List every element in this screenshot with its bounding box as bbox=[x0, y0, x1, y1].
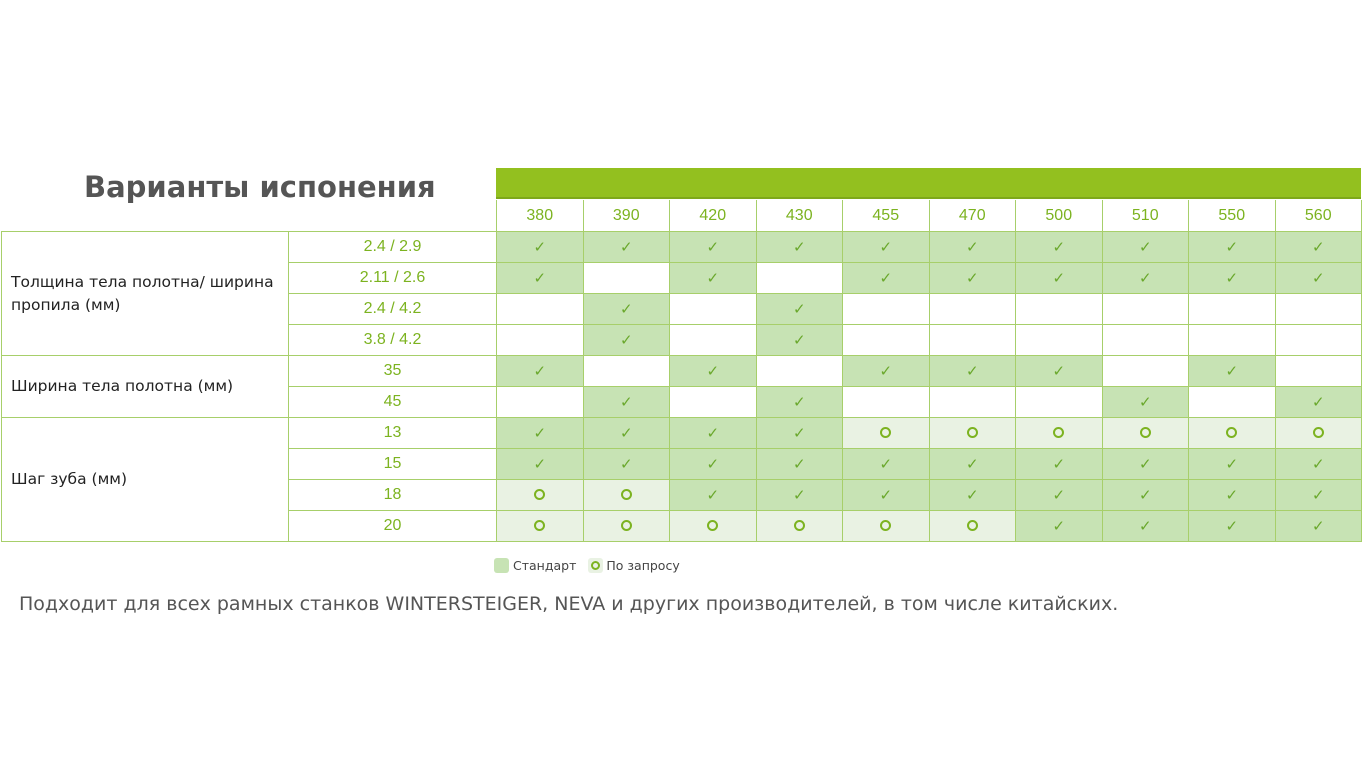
check-icon: ✓ bbox=[792, 238, 806, 256]
empty-cell bbox=[670, 294, 757, 325]
standard-cell bbox=[929, 232, 1016, 263]
size-header: 380 bbox=[497, 200, 584, 232]
standard-swatch bbox=[494, 558, 509, 573]
size-header: 455 bbox=[843, 200, 930, 232]
ring-icon bbox=[880, 520, 891, 531]
check-icon: ✓ bbox=[879, 486, 893, 504]
check-icon: ✓ bbox=[1052, 269, 1066, 287]
page-title: Варианты испонения bbox=[84, 170, 436, 204]
standard-cell bbox=[1016, 356, 1103, 387]
check-icon: ✓ bbox=[965, 269, 979, 287]
check-icon: ✓ bbox=[965, 455, 979, 473]
standard-cell bbox=[1275, 232, 1362, 263]
check-icon: ✓ bbox=[792, 331, 806, 349]
empty-cell bbox=[670, 325, 757, 356]
check-icon: ✓ bbox=[619, 238, 633, 256]
group-label: Шаг зуба (мм) bbox=[2, 418, 289, 542]
check-icon: ✓ bbox=[619, 300, 633, 318]
size-header: 470 bbox=[929, 200, 1016, 232]
ring-icon bbox=[534, 489, 545, 500]
ring-icon bbox=[707, 520, 718, 531]
check-icon: ✓ bbox=[1225, 269, 1239, 287]
check-icon: ✓ bbox=[706, 362, 720, 380]
standard-cell bbox=[843, 449, 930, 480]
row-value: 20 bbox=[289, 511, 497, 542]
size-header: 430 bbox=[756, 200, 843, 232]
standard-cell bbox=[1189, 232, 1276, 263]
standard-cell bbox=[583, 294, 670, 325]
check-icon: ✓ bbox=[792, 300, 806, 318]
standard-cell bbox=[670, 480, 757, 511]
check-icon: ✓ bbox=[1225, 517, 1239, 535]
ring-icon bbox=[880, 427, 891, 438]
legend-on-request-label: По запросу bbox=[606, 558, 680, 573]
standard-cell bbox=[497, 449, 584, 480]
on-request-cell bbox=[1016, 418, 1103, 449]
standard-cell bbox=[843, 232, 930, 263]
standard-cell bbox=[1016, 480, 1103, 511]
check-icon: ✓ bbox=[879, 269, 893, 287]
row-value: 15 bbox=[289, 449, 497, 480]
check-icon: ✓ bbox=[1225, 455, 1239, 473]
check-icon: ✓ bbox=[706, 269, 720, 287]
empty-cell bbox=[497, 387, 584, 418]
check-icon: ✓ bbox=[619, 393, 633, 411]
check-icon: ✓ bbox=[1138, 455, 1152, 473]
check-icon: ✓ bbox=[879, 362, 893, 380]
ring-icon bbox=[967, 427, 978, 438]
empty-cell bbox=[1275, 294, 1362, 325]
ring-icon bbox=[1313, 427, 1324, 438]
on-request-cell bbox=[583, 511, 670, 542]
standard-cell bbox=[756, 449, 843, 480]
on-request-cell bbox=[1102, 418, 1189, 449]
check-icon: ✓ bbox=[706, 424, 720, 442]
standard-cell bbox=[1189, 480, 1276, 511]
empty-cell bbox=[1016, 294, 1103, 325]
check-icon: ✓ bbox=[879, 455, 893, 473]
standard-cell bbox=[1189, 511, 1276, 542]
size-header: 500 bbox=[1016, 200, 1103, 232]
standard-cell bbox=[583, 325, 670, 356]
standard-cell bbox=[1102, 387, 1189, 418]
standard-cell bbox=[1102, 232, 1189, 263]
standard-cell bbox=[843, 263, 930, 294]
ring-icon bbox=[534, 520, 545, 531]
ring-icon bbox=[621, 520, 632, 531]
standard-cell bbox=[756, 294, 843, 325]
check-icon: ✓ bbox=[1138, 238, 1152, 256]
on-request-cell bbox=[1275, 418, 1362, 449]
standard-cell bbox=[583, 449, 670, 480]
row-value: 3.8 / 4.2 bbox=[289, 325, 497, 356]
empty-cell bbox=[497, 294, 584, 325]
size-header: 560 bbox=[1275, 200, 1362, 232]
check-icon: ✓ bbox=[965, 238, 979, 256]
header-blank bbox=[289, 200, 497, 232]
empty-cell bbox=[1102, 356, 1189, 387]
standard-cell bbox=[1102, 511, 1189, 542]
row-value: 2.11 / 2.6 bbox=[289, 263, 497, 294]
standard-cell bbox=[1189, 356, 1276, 387]
on-request-cell bbox=[843, 511, 930, 542]
check-icon: ✓ bbox=[533, 238, 547, 256]
standard-cell bbox=[929, 263, 1016, 294]
compatibility-note: Подходит для всех рамных станков WINTERSTEIGER, NEVA и других производителей, в том числе китайских. bbox=[19, 593, 1119, 615]
standard-cell bbox=[1102, 480, 1189, 511]
check-icon: ✓ bbox=[1311, 393, 1325, 411]
empty-cell bbox=[756, 263, 843, 294]
standard-cell bbox=[1275, 511, 1362, 542]
check-icon: ✓ bbox=[533, 424, 547, 442]
standard-cell bbox=[929, 480, 1016, 511]
standard-cell bbox=[756, 232, 843, 263]
on-request-cell bbox=[583, 480, 670, 511]
check-icon: ✓ bbox=[1138, 486, 1152, 504]
empty-cell bbox=[756, 356, 843, 387]
legend-standard-label: Стандарт bbox=[513, 558, 577, 573]
size-header: 510 bbox=[1102, 200, 1189, 232]
on-request-cell bbox=[670, 511, 757, 542]
check-icon: ✓ bbox=[792, 424, 806, 442]
table-body bbox=[2, 232, 1362, 542]
empty-cell bbox=[929, 294, 1016, 325]
empty-cell bbox=[843, 325, 930, 356]
ring-icon bbox=[794, 520, 805, 531]
on-request-cell bbox=[1189, 418, 1276, 449]
table-row bbox=[2, 418, 1362, 449]
standard-cell bbox=[583, 418, 670, 449]
row-value: 2.4 / 4.2 bbox=[289, 294, 497, 325]
header-blank bbox=[2, 200, 289, 232]
standard-cell bbox=[756, 418, 843, 449]
check-icon: ✓ bbox=[792, 393, 806, 411]
empty-cell bbox=[1102, 294, 1189, 325]
size-header: 390 bbox=[583, 200, 670, 232]
row-value: 13 bbox=[289, 418, 497, 449]
standard-cell bbox=[1016, 232, 1103, 263]
check-icon: ✓ bbox=[533, 269, 547, 287]
standard-cell bbox=[1189, 263, 1276, 294]
standard-cell bbox=[1016, 511, 1103, 542]
standard-cell bbox=[1189, 449, 1276, 480]
ring-icon bbox=[967, 520, 978, 531]
on-request-cell bbox=[843, 418, 930, 449]
ring-icon bbox=[1226, 427, 1237, 438]
check-icon: ✓ bbox=[792, 486, 806, 504]
group-label: Толщина тела полотна/ ширина пропила (мм) bbox=[2, 232, 289, 356]
on-request-cell bbox=[497, 480, 584, 511]
check-icon: ✓ bbox=[619, 331, 633, 349]
standard-cell bbox=[670, 418, 757, 449]
empty-cell bbox=[843, 294, 930, 325]
size-header: 550 bbox=[1189, 200, 1276, 232]
ring-icon bbox=[591, 561, 600, 570]
size-header: 420 bbox=[670, 200, 757, 232]
standard-cell bbox=[1102, 449, 1189, 480]
on-request-swatch bbox=[588, 558, 603, 573]
standard-cell bbox=[670, 356, 757, 387]
row-value: 35 bbox=[289, 356, 497, 387]
standard-cell bbox=[1016, 449, 1103, 480]
check-icon: ✓ bbox=[1311, 238, 1325, 256]
empty-cell bbox=[583, 263, 670, 294]
on-request-cell bbox=[497, 511, 584, 542]
check-icon: ✓ bbox=[1225, 486, 1239, 504]
check-icon: ✓ bbox=[1225, 238, 1239, 256]
empty-cell bbox=[843, 387, 930, 418]
standard-cell bbox=[756, 325, 843, 356]
check-icon: ✓ bbox=[1052, 362, 1066, 380]
standard-cell bbox=[497, 263, 584, 294]
empty-cell bbox=[929, 387, 1016, 418]
empty-cell bbox=[1189, 294, 1276, 325]
standard-cell bbox=[670, 232, 757, 263]
check-icon: ✓ bbox=[1225, 362, 1239, 380]
empty-cell bbox=[583, 356, 670, 387]
standard-cell bbox=[929, 356, 1016, 387]
standard-cell bbox=[670, 449, 757, 480]
row-value: 45 bbox=[289, 387, 497, 418]
ring-icon bbox=[621, 489, 632, 500]
check-icon: ✓ bbox=[879, 238, 893, 256]
standard-cell bbox=[1275, 449, 1362, 480]
check-icon: ✓ bbox=[533, 362, 547, 380]
check-icon: ✓ bbox=[1052, 517, 1066, 535]
standard-cell bbox=[843, 480, 930, 511]
standard-cell bbox=[1016, 263, 1103, 294]
group-label: Ширина тела полотна (мм) bbox=[2, 356, 289, 418]
size-header-row bbox=[2, 200, 1362, 232]
empty-cell bbox=[1016, 325, 1103, 356]
check-icon: ✓ bbox=[1311, 486, 1325, 504]
on-request-cell bbox=[756, 511, 843, 542]
empty-cell bbox=[497, 325, 584, 356]
check-icon: ✓ bbox=[1138, 393, 1152, 411]
standard-cell bbox=[1102, 263, 1189, 294]
standard-cell bbox=[670, 263, 757, 294]
ring-icon bbox=[1140, 427, 1151, 438]
standard-cell bbox=[583, 232, 670, 263]
variants-table bbox=[1, 200, 1362, 542]
check-icon: ✓ bbox=[1311, 269, 1325, 287]
empty-cell bbox=[1016, 387, 1103, 418]
empty-cell bbox=[1275, 356, 1362, 387]
standard-cell bbox=[929, 449, 1016, 480]
empty-cell bbox=[1189, 325, 1276, 356]
check-icon: ✓ bbox=[1052, 486, 1066, 504]
check-icon: ✓ bbox=[533, 455, 547, 473]
standard-cell bbox=[756, 480, 843, 511]
standard-cell bbox=[1275, 263, 1362, 294]
row-value: 18 bbox=[289, 480, 497, 511]
check-icon: ✓ bbox=[792, 455, 806, 473]
standard-cell bbox=[843, 356, 930, 387]
table-row bbox=[2, 232, 1362, 263]
ring-icon bbox=[1053, 427, 1064, 438]
legend bbox=[494, 558, 680, 573]
empty-cell bbox=[929, 325, 1016, 356]
empty-cell bbox=[1189, 387, 1276, 418]
check-icon: ✓ bbox=[1311, 517, 1325, 535]
on-request-cell bbox=[929, 511, 1016, 542]
check-icon: ✓ bbox=[1052, 455, 1066, 473]
on-request-cell bbox=[929, 418, 1016, 449]
standard-cell bbox=[1275, 387, 1362, 418]
check-icon: ✓ bbox=[1311, 455, 1325, 473]
check-icon: ✓ bbox=[706, 455, 720, 473]
row-value: 2.4 / 2.9 bbox=[289, 232, 497, 263]
empty-cell bbox=[1102, 325, 1189, 356]
header-accent-bar bbox=[496, 168, 1361, 199]
standard-cell bbox=[497, 356, 584, 387]
check-icon: ✓ bbox=[619, 455, 633, 473]
standard-cell bbox=[1275, 480, 1362, 511]
standard-cell bbox=[497, 418, 584, 449]
standard-cell bbox=[756, 387, 843, 418]
check-icon: ✓ bbox=[619, 424, 633, 442]
table-row bbox=[2, 356, 1362, 387]
check-icon: ✓ bbox=[965, 362, 979, 380]
check-icon: ✓ bbox=[1138, 269, 1152, 287]
check-icon: ✓ bbox=[706, 486, 720, 504]
check-icon: ✓ bbox=[965, 486, 979, 504]
standard-cell bbox=[583, 387, 670, 418]
check-icon: ✓ bbox=[1052, 238, 1066, 256]
standard-cell bbox=[497, 232, 584, 263]
empty-cell bbox=[670, 387, 757, 418]
empty-cell bbox=[1275, 325, 1362, 356]
check-icon: ✓ bbox=[706, 238, 720, 256]
check-icon: ✓ bbox=[1138, 517, 1152, 535]
